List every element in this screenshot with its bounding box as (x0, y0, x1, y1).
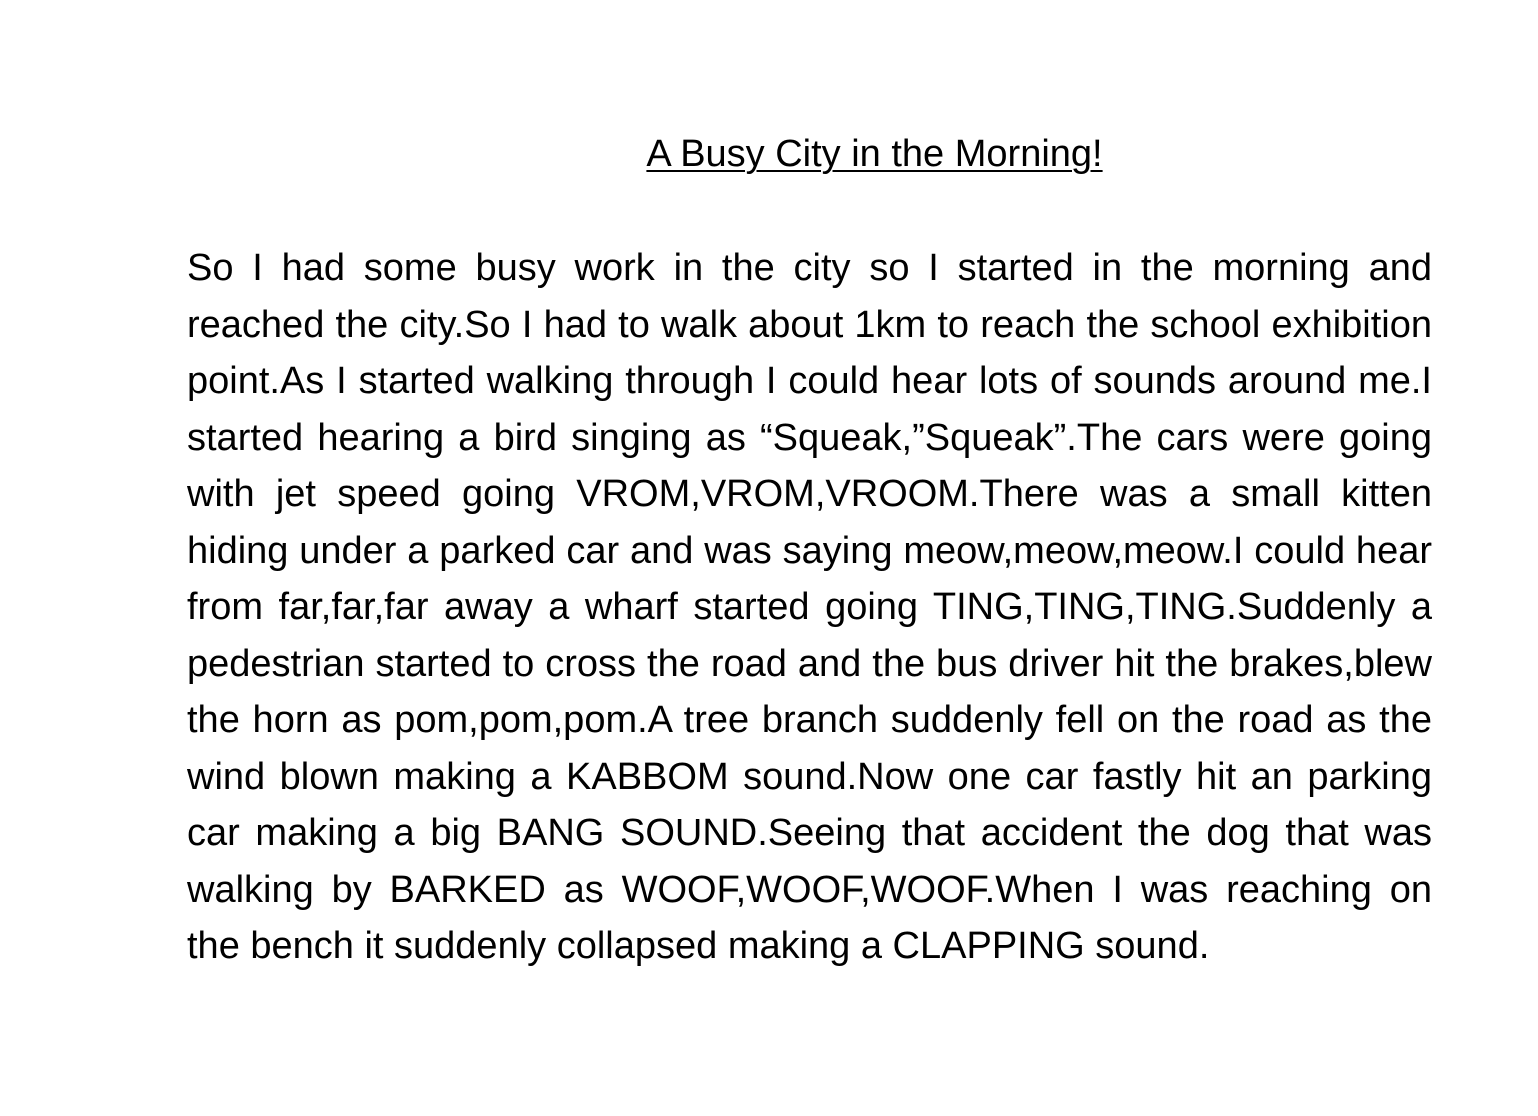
document-page (187, 128, 1432, 975)
document-title-heading (187, 128, 1432, 180)
document-title: A Busy City in the Morning! (646, 133, 1103, 175)
document-body-paragraph: So I had some busy work in the city so I started in the morning and reached the city.So I had to walk about 1km to reach the school exhibition point.As I started walking through I could hear lots of sounds around me.I started hearing a bird singing as “Squeak,”Squeak”.The cars were going with jet speed going VROM,VROM,VROOM.There was a small kitten hiding under a parked car and was saying meow,meow,meow.I could hear from far,far,far away a wharf started going TING,TING,TING.Suddenly a pedestrian started to cross the road and the bus driver hit the brakes,blew the horn as pom,pom,pom.A tree branch suddenly fell on the road as the wind blown making a KABBOM sound.Now one car fastly hit an parking car making a big BANG SOUND.Seeing that accident the dog that was walking by BARKED as WOOF,WOOF,WOOF.When I was reaching on the bench it suddenly collapsed making a CLAPPING sound. (187, 247, 1432, 967)
